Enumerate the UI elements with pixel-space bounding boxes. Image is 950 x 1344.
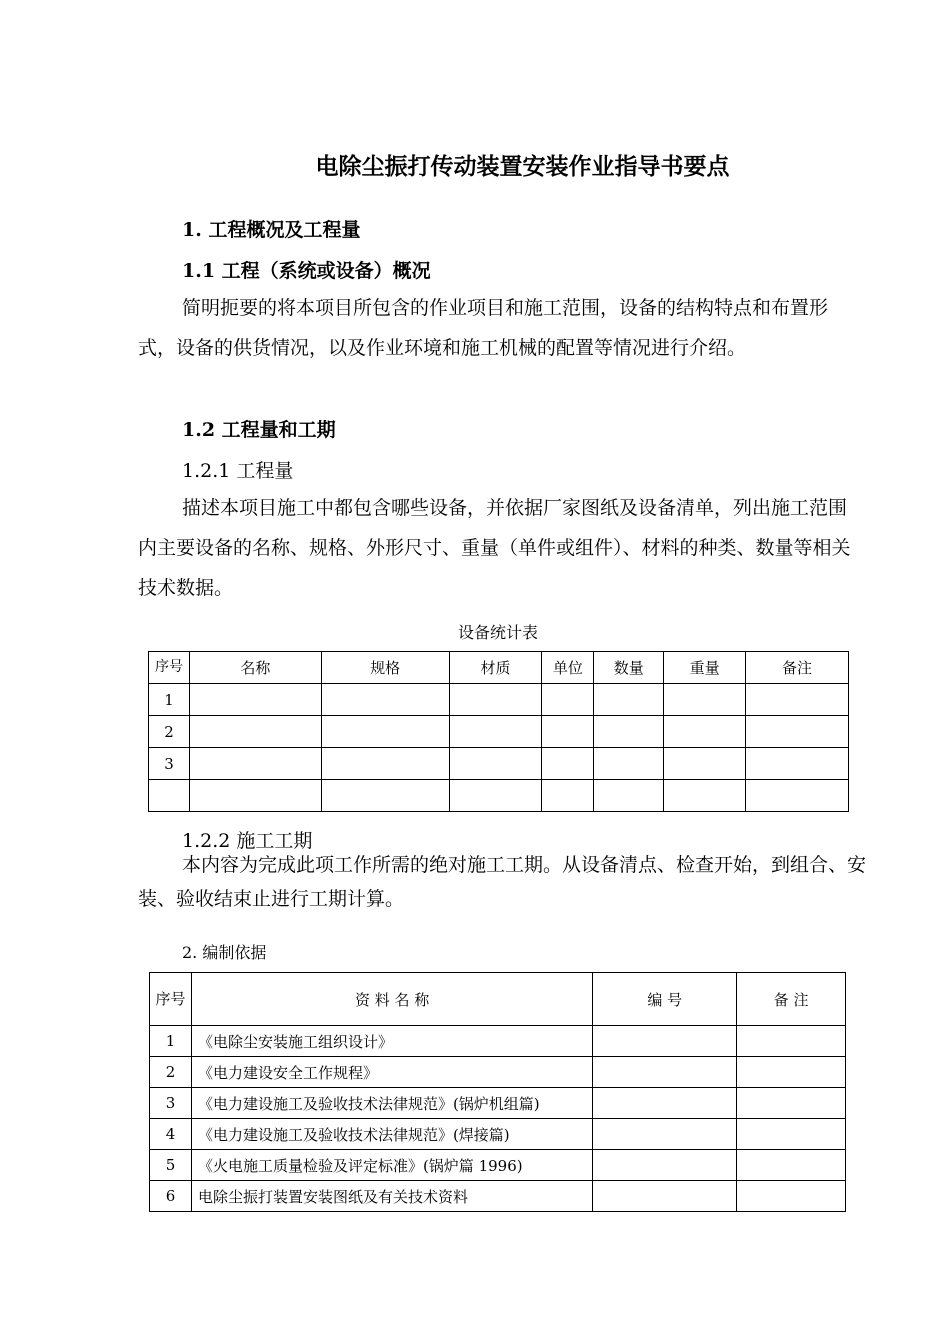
reference-table — [149, 972, 846, 1212]
section-1-heading: 1. 工程概况及工程量 — [182, 219, 361, 241]
header-cell: 序号 — [149, 652, 190, 684]
reference-name: 电除尘振打装置安装图纸及有关技术资料 — [191, 1181, 592, 1212]
table-row — [150, 1181, 846, 1212]
table-row — [150, 1088, 846, 1119]
section-1-2-heading: 1.2 工程量和工期 — [182, 419, 336, 441]
table-row — [149, 748, 849, 780]
section-1-1-heading: 1.1 工程（系统或设备）概况 — [182, 260, 431, 282]
table-row — [150, 1057, 846, 1088]
equipment-table-caption: 设备统计表 — [457, 623, 538, 642]
equipment-table — [148, 651, 849, 812]
row-number: 2 — [150, 1057, 192, 1088]
table-row — [150, 1026, 846, 1057]
equipment-table-header — [149, 652, 849, 684]
row-number: 2 — [149, 716, 190, 748]
row-number: 1 — [149, 684, 190, 716]
header-cell: 备注 — [746, 652, 849, 684]
reference-name: 《火电施工质量检验及评定标准》(锅炉篇 1996) — [191, 1150, 592, 1181]
table-row — [150, 1119, 846, 1150]
header-cell: 重量 — [664, 652, 746, 684]
reference-name: 《电力建设安全工作规程》 — [191, 1057, 592, 1088]
table-row — [149, 684, 849, 716]
header-cell: 单位 — [542, 652, 594, 684]
header-cell: 编 号 — [593, 973, 737, 1026]
row-number: 6 — [150, 1181, 192, 1212]
header-cell: 备 注 — [737, 973, 846, 1026]
reference-name: 《电除尘安装施工组织设计》 — [191, 1026, 592, 1057]
section-2-heading: 2. 编制依据 — [182, 943, 267, 962]
row-number — [149, 780, 190, 812]
section-1-2-1-heading: 1.2.1 工程量 — [182, 460, 294, 482]
header-cell: 规格 — [321, 652, 449, 684]
header-cell: 数量 — [594, 652, 664, 684]
table-row — [149, 780, 849, 812]
section-1-1-paragraph: 简明扼要的将本项目所包含的作业项目和施工范围，设备的结构特点和布置形式，设备的供货情况，以及作业环境和施工机械的配置等情况进行介绍。 — [138, 297, 829, 359]
section-1-2-2-paragraph: 本内容为完成此项工作所需的绝对施工工期。从设备清点、检查开始，到组合、安装、验收结束止进行工期计算。 — [138, 854, 867, 910]
row-number: 3 — [149, 748, 190, 780]
section-1-2-2-heading: 1.2.2 施工工期 — [182, 830, 313, 852]
reference-table-header — [150, 973, 846, 1026]
document-title: 电除尘振打传动装置安装作业指导书要点 — [315, 153, 730, 180]
header-cell: 序号 — [150, 973, 192, 1026]
table-row — [149, 716, 849, 748]
table-row — [150, 1150, 846, 1181]
row-number: 5 — [150, 1150, 192, 1181]
reference-name: 《电力建设施工及验收技术法律规范》(焊接篇) — [191, 1119, 592, 1150]
header-cell: 名称 — [189, 652, 321, 684]
row-number: 3 — [150, 1088, 192, 1119]
row-number: 4 — [150, 1119, 192, 1150]
header-cell: 材质 — [449, 652, 542, 684]
section-1-2-1-paragraph: 描述本项目施工中都包含哪些设备，并依据厂家图纸及设备清单，列出施工范围内主要设备的名称、规格、外形尺寸、重量（单件或组件）、材料的种类、数量等相关技术数据。 — [138, 497, 851, 599]
reference-name: 《电力建设施工及验收技术法律规范》(锅炉机组篇) — [191, 1088, 592, 1119]
header-cell: 资 料 名 称 — [191, 973, 592, 1026]
row-number: 1 — [150, 1026, 192, 1057]
